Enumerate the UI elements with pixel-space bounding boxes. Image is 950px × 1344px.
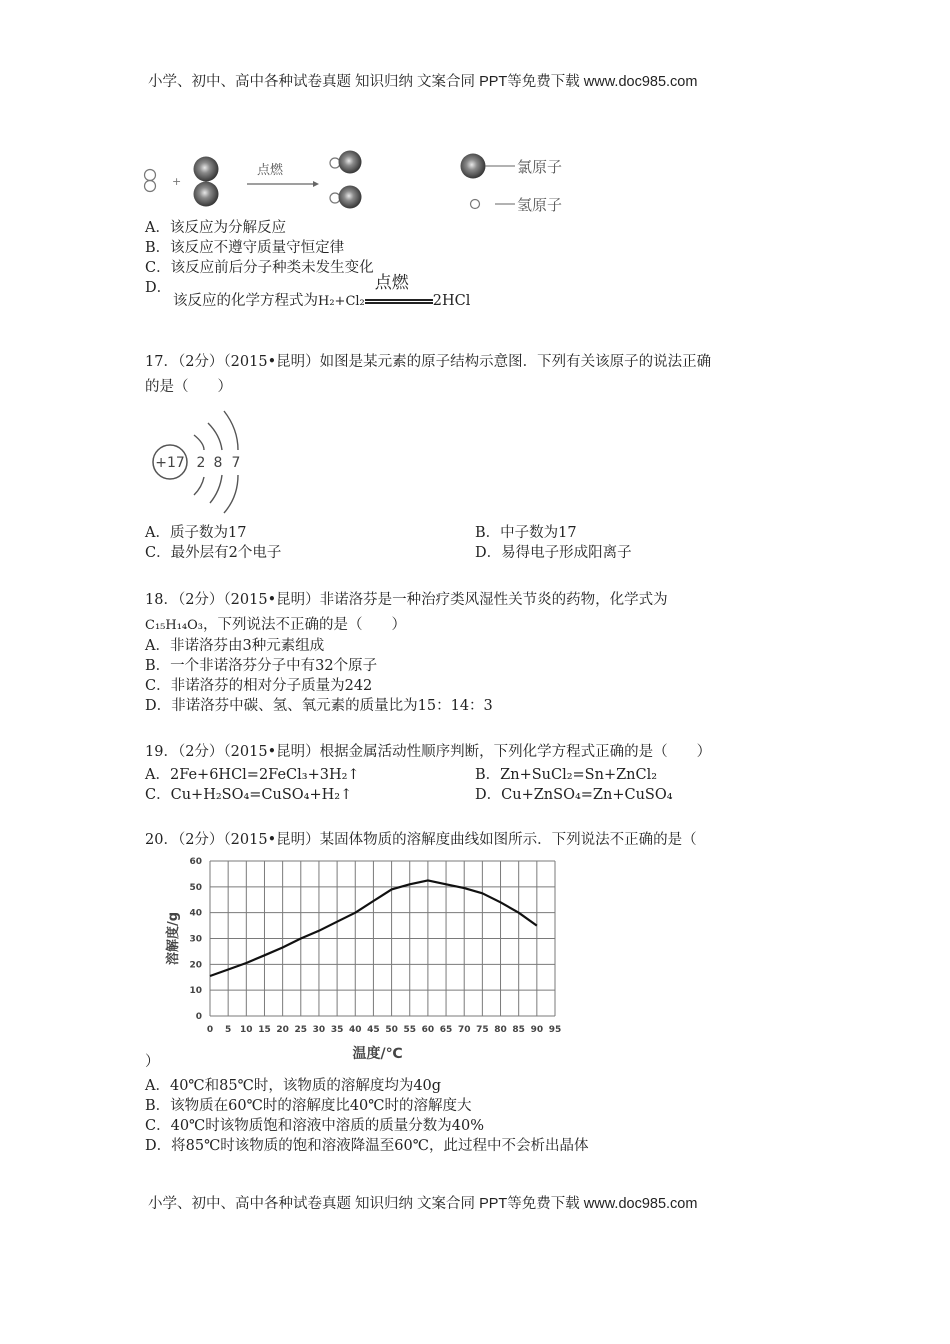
page-header: 小学、初中、高中各种试卷真题 知识归纳 文案合同 PPT等免费下载 www.doc985.com [148,74,698,90]
shell-2-electrons: 8 [213,455,223,471]
svg-text:+: + [172,175,182,188]
q16-option-d: 该反应的化学方程式为H₂+Cl₂ 点燃 2HCl [173,273,471,309]
svg-text:氯原子: 氯原子 [517,158,563,176]
q16-option-b: B．该反应不遵守质量守恒定律 [145,240,345,256]
atom-structure-diagram [140,405,260,515]
svg-text:30: 30 [189,934,202,945]
q17-stem: 17．（2分）（2015•昆明）如图是某元素的原子结构示意图．下列有关该原子的说法正确 [145,354,712,370]
q17-option-a: A．质子数为17 [145,525,247,541]
svg-text:10: 10 [189,986,202,997]
q17-stem-line2: 的是（ ） [145,379,232,395]
q18-option-b: B．一个非诺洛芬分子中有32个原子 [145,658,378,674]
svg-text:85: 85 [512,1025,525,1035]
reaction-diagram [135,145,605,220]
q16-option-d-letter: D． [145,280,172,296]
nucleus-charge: +17 [155,455,185,471]
q19-option-d: D．Cu+ZnSO₄=Zn+CuSO₄ [475,787,673,803]
svg-text:55: 55 [403,1025,417,1035]
svg-text:35: 35 [330,1025,344,1035]
svg-text:20: 20 [276,1025,289,1035]
hcl-molecule-icon [330,151,362,174]
q19-option-a: A．2Fe+6HCl=2FeCl₃+3H₂↑ [145,767,360,783]
svg-text:40: 40 [348,1025,362,1035]
svg-text:70: 70 [457,1025,471,1035]
svg-text:溶解度/g: 溶解度/g [166,911,181,966]
q20-stem-close: ） [145,1054,160,1070]
svg-text:90: 90 [530,1025,544,1035]
q20-option-a: A．40℃和85℃时，该物质的溶解度均为40g [145,1078,442,1094]
q17-option-c: C．最外层有2个电子 [145,545,282,561]
q18-stem: 18．（2分）（2015•昆明）非诺洛芬是一种治疗类风湿性关节炎的药物，化学式为 [145,592,668,608]
svg-text:75: 75 [476,1025,489,1035]
hcl-molecule-icon [330,186,362,209]
svg-text:25: 25 [294,1025,308,1035]
svg-text:0: 0 [195,1012,202,1022]
svg-text:80: 80 [494,1025,507,1035]
q19-option-c: C．Cu+H₂SO₄=CuSO₄+H₂↑ [145,787,353,803]
q17-option-d: D．易得电子形成阳离子 [475,545,632,561]
svg-text:50: 50 [385,1025,398,1035]
svg-text:95: 95 [548,1025,562,1035]
svg-text:30: 30 [312,1025,326,1035]
svg-text:65: 65 [439,1025,453,1035]
svg-text:20: 20 [189,960,202,971]
svg-text:50: 50 [189,882,202,893]
svg-text:45: 45 [367,1025,380,1035]
q18-option-c: C．非诺洛芬的相对分子质量为242 [145,678,373,694]
q18-option-a: A．非诺洛芬由3种元素组成 [145,638,325,654]
hydrogen-atom-legend-icon [471,200,516,209]
svg-text:40: 40 [189,908,202,919]
reaction-diagram-svg [135,145,605,220]
q20-option-b: B．该物质在60℃时的溶解度比40℃时的溶解度大 [145,1098,472,1114]
q16-option-c: C．该反应前后分子种类未发生变化 [145,260,374,276]
solubility-chart-svg [155,850,575,1065]
q20-option-d: D．将85℃时该物质的饱和溶液降温至60℃，此过程中不会析出晶体 [145,1138,589,1154]
svg-text:0: 0 [206,1025,214,1035]
svg-text:温度/℃: 温度/℃ [352,1046,403,1062]
q19-option-b: B．Zn+SuCl₂=Sn+ZnCl₂ [475,767,658,783]
reaction-condition-equals: 点燃 [365,291,433,311]
shell-1-electrons: 2 [196,455,206,471]
chlorine-molecule-icon [194,157,219,207]
hydrogen-molecule-icon [145,170,156,192]
shell-3-electrons: 7 [231,455,241,471]
q18-stem-line2: C₁₅H₁₄O₃，下列说法不正确的是（ ） [145,617,406,633]
svg-text:15: 15 [258,1025,271,1035]
svg-text:10: 10 [240,1025,253,1035]
q18-option-d: D．非诺洛芬中碳、氢、氧元素的质量比为15：14：3 [145,698,493,714]
svg-text:60: 60 [189,857,202,867]
q16-option-a: A．该反应为分解反应 [145,220,286,236]
page-footer: 小学、初中、高中各种试卷真题 知识归纳 文案合同 PPT等免费下载 www.doc985.com [148,1196,698,1212]
q19-stem: 19．（2分）（2015•昆明）根据金属活动性顺序判断，下列化学方程式正确的是（ ） [145,744,712,760]
q20-option-c: C．40℃时该物质饱和溶液中溶质的质量分数为40% [145,1118,485,1134]
svg-text:5: 5 [225,1025,232,1035]
chlorine-atom-legend-icon [461,154,516,179]
q17-option-b: B．中子数为17 [475,525,577,541]
q20-stem: 20．（2分）（2015•昆明）某固体物质的溶解度曲线如图所示．下列说法不正确的是（ [145,832,697,848]
arrow-label: 点燃 [257,163,284,178]
svg-text:60: 60 [421,1025,435,1035]
solubility-chart [155,850,575,1065]
svg-text:氢原子: 氢原子 [517,196,563,214]
